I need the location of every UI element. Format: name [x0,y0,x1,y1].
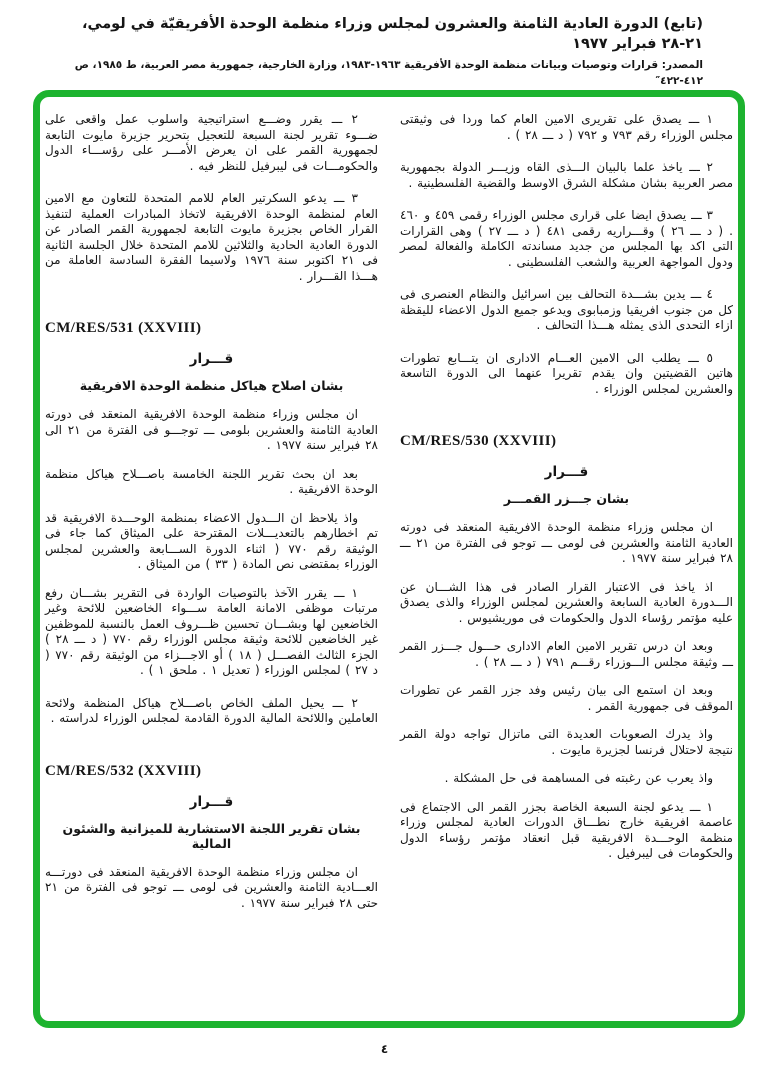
resolution-heading: قـــرار [189,351,234,367]
resolution-subject: بشان تقرير اللجنة الاستشارية للميزانية والشئون المالية [62,820,361,851]
page-number: ٤ [380,1042,389,1056]
resolution-paragraph: وبعد ان درس تقرير الامين العام الادارى حـــول جـــزر القمر ـــ وثيقة مجلس الـــوزراء رقـــم ٧٩١ ( د ـــ ٢٨ ) . [400,639,733,669]
resolution-clause: ١ ـــ يصدق على تقريرى الامين العام كما وردا فى وثيقتى مجلس الوزراء رقم ٧٩٣ و ٧٩٢ ( د ـــ ٢٨ ) . [400,112,733,142]
page-header [60,14,703,89]
resolution-subject: بشان اصلاح هياكل منظمة الوحدة الافريقية [79,378,344,393]
resolution-clause: ٣ ـــ يدعو السكرتير العام للامم المتحدة للتعاون مع الامين العام لمنظمة الوحدة الافريقية لاتخاذ المبادرات العملية لتنفيذ القرار الخاص بجزيرة مايوت التابعة لجمهورية القمر الصادر عن الدورة العادية الحادية والثلاثين للامم المتحدة خلال الجلسة الثانية فى ٢١ اكتوبر سنة ١٩٧٦ ولاسيما الفقرة السادسة العاملة من هـــذا القـــرار . [45,191,378,283]
resolution-clause: ١ ـــ يقرر الآخذ بالتوصيات الواردة فى التقرير بشـــان رفع مرتبات موظفى الامانة العامة ســـواء الخاضعين للائحة وغير الخاضعين لها وبشـــان تحسين ظـــروف العمل بالنسبة للموظفين غير الخاضعين للائحة وثيقة مجلس الوزراء رقم ٧٧٠ ( د ـــ ٢٨ ) الجزء الثالث الفصـــل ( ١٨ ) أو الاجـــزاء من الوثيقة رقم ٧٧٠ ( د ٢٧ ) لمجلس الوزراء ( تعديل ١ . ملحق ١ ) . [45,585,379,677]
doc-ref-cm-res-531: CM/RES/531 (XXVIII) [45,320,202,336]
header-source-citation: المصدر: قرارات وتوصيات وبيانات منظمة الوحدة الأفريقية ١٩٦٣-١٩٨٣، وزارة الخارجية، جمهورية مصر العربية، ط ١٩٨٥، ص ٤١٢-٤٢٢″ [74,59,703,87]
resolution-paragraph: وبعد ان استمع الى بيان رئيس وفد جزر القمر عن تطورات الموقف فى جمهورية القمر . [400,683,733,713]
resolution-paragraph: واذ يدرك الصعوبات العديدة التى ماتزال تواجه دولة القمر نتيجة لاحتلال فرنسا لجزيرة مايوت . [400,727,733,757]
resolution-clause: ٥ ـــ يطلب الى الامين العـــام الادارى ان يتـــابع تطورات هاتين القضيتين وان يقدم تقريرا عنهما الى الدورة التاسعة والعشرين لمجلس الوزراء . [400,350,733,396]
doc-ref-cm-res-532: CM/RES/532 (XXVIII) [45,762,202,779]
resolution-paragraph: ان مجلس وزراء منظمة الوحدة الافريقية المنعقد فى دورتـــه العـــادية الثامنة والعشرين فى لومى ـــ توجو فى الفترة من ٢١ حتى ٢٨ فبراير سنة ١٩٧٧ . [45,864,378,910]
resolution-clause: ١ ـــ يدعو لجنة السبعة الخاصة بجزر القمر الى الاجتماع فى عاصمة افريقية خارج نطـــاق الدورات العادية لمجلس وزراء منظمة الوحـــدة الافريقية قبل انعقاد مؤتمر رؤساء الدول والحكومات فى ليبرفيل . [400,799,733,860]
column-left [45,112,378,924]
column-right [400,112,733,924]
resolution-paragraph: واذ يعرب عن رغبته فى المساهمة فى حل المشكلة . [444,771,713,785]
two-column-text-area [45,112,733,924]
resolution-subject: بشان جـــزر القمـــر [503,491,630,506]
doc-ref-cm-res-530: CM/RES/530 (XXVIII) [400,433,557,449]
resolution-clause: ٢ ـــ يحيل الملف الخاص باصـــلاح هياكل المنظمة ولائحة العاملين واللائحة المالية الدورة القادمة لمجلس الوزراء لدراسته . [45,695,378,725]
resolution-paragraph: واذ يلاحظ ان الـــدول الاعضاء بمنظمة الوحـــدة الافريقية قد تم اخطارهم بالتعديـــلات المقترحة على الميثاق كما جاء فى الوثيقة رقم ٧٧٠ ( اثناء الدورة الســـابعة والعشرين لمجلس الوزراء بمقتضى نص المادة ( ٣٣ ) من الميثاق . [45,510,378,571]
resolution-paragraph: ان مجلس وزراء منظمة الوحدة الافريقية المنعقد فى دورته العادية الثامنة والعشرين بلومى ـــ توجـــو فى الفترة من ٢١ الى ٢٨ فبراير سنة ١٩٧٧ . [45,407,378,452]
resolution-clause: ٢ ـــ يقرر وضـــع استراتيجية واسلوب عمل واقعى على ضـــوء تقرير لجنة السبعة للتعجيل بتحرير جزيرة مايوت التابعة لجمهورية القمر على ان يعرض الأمـــر على رؤســـاء الدول والحكومـــات فى ليبرفيل للنظر فيه . [45,112,378,173]
resolution-heading: قـــرار [544,464,589,480]
resolution-paragraph: اذ ياخذ فى الاعتبار القرار الصادر فى هذا الشـــان عن الـــدورة العادية السابعة والعشرين لمجلس الوزراء والذى يصدق عليه مؤتمر رؤساء الدول والحكومات فى موريشيوس . [400,579,733,625]
resolution-heading: قـــرار [189,793,234,810]
resolution-paragraph: ان مجلس وزراء منظمة الوحدة الافريقية المنعقد فى دورته العادية الثامنة والعشرين فى لومى ـــ توجو فى الفترة من ٢١ ـــ ٢٨ فبراير سنة ١٩٧٧ . [400,520,733,565]
resolution-paragraph: بعد ان بحث تقرير اللجنة الخامسة باصـــلاح هياكل منظمة الوحدة الافريقية . [45,466,378,496]
header-session-title: (تابع) الدورة العادية الثامنة والعشرون لمجلس وزراء منظمة الوحدة الأفريقيّة في لومي، ٢١-٢٨ فبراير ١٩٧٧ [82,16,703,52]
resolution-clause: ٣ ـــ يصدق ايضا على قرارى مجلس الوزراء رقمى ٤٥٩ و ٤٦٠ . ( د ـــ ٢٦ ) وقـــراريه رقمى ٤٨١ ( د ـــ ٢٧ ) وهى القرارات التى اكد بها المجلس من جديد مساندته الكاملة والفعالة لمصر ودول المواجهة العربية والشعب الفلسطينى . [400,208,733,269]
resolution-clause: ٢ ـــ ياخذ علما بالبيان الـــذى القاه وزيـــر الدولة بجمهورية مصر العربية بشان مشكلة الشرق الاوسط والقضية الفلسطينية . [400,160,733,190]
resolution-clause: ٤ ـــ يدين بشـــدة التحالف بين اسرائيل والنظام العنصرى فى كل من جنوب افريقيا وزمبابوى ويدعو جميع الدول الاعضاء لليقظة ازاء التحدى الذى يمثله هـــذا التحالف . [400,287,733,332]
